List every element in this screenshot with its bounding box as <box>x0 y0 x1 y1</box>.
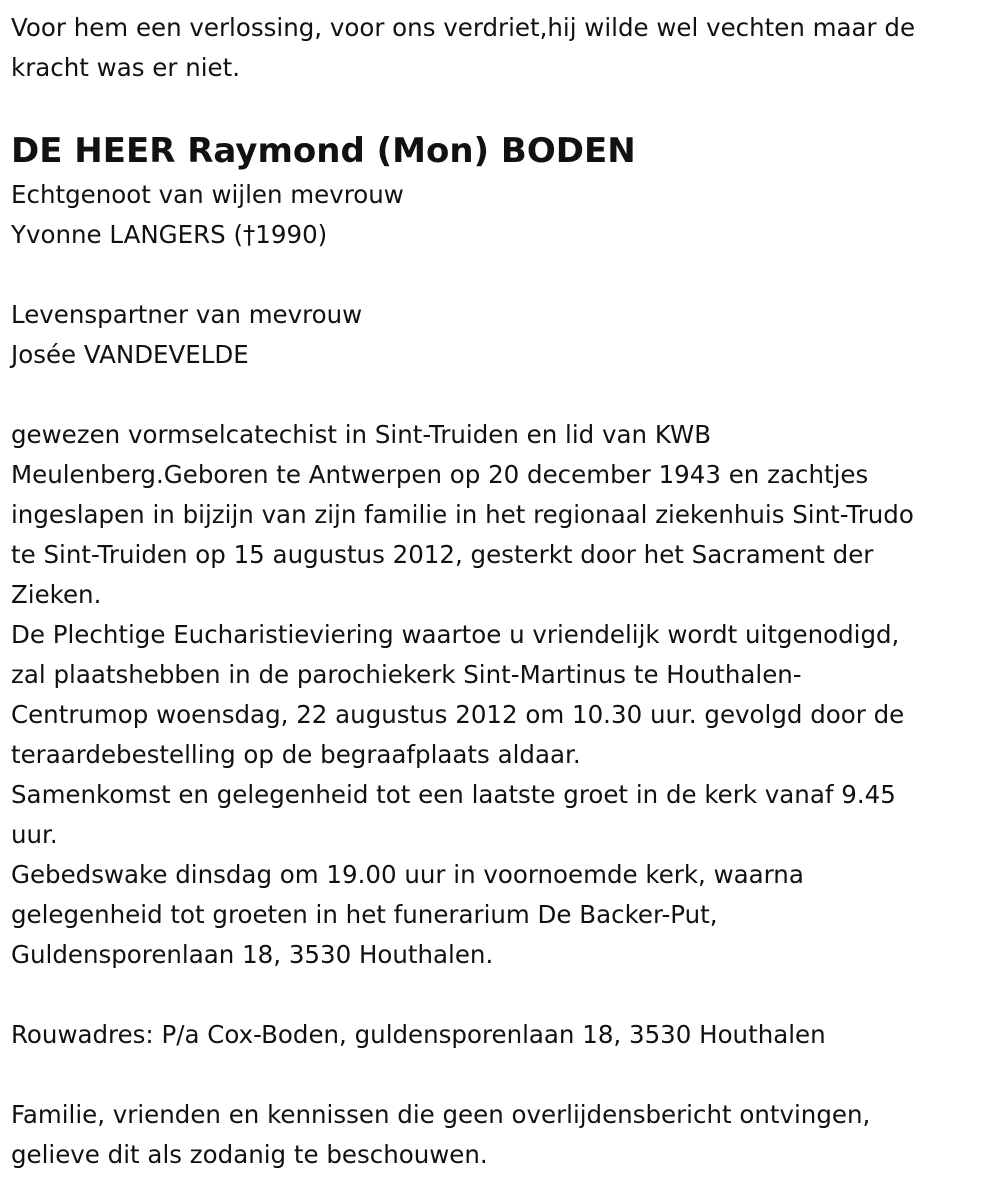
paragraph-spacer <box>11 255 993 295</box>
body-line: Gebedswake dinsdag om 19.00 uur in voornoemde kerk, waarna <box>11 860 804 889</box>
partner-info <box>11 295 993 375</box>
body-line: Meulenberg.Geboren te Antwerpen op 20 december 1943 en zachtjes <box>11 460 869 489</box>
body-line: gelegenheid tot groeten in het funerarium De Backer-Put, <box>11 900 718 929</box>
spouse-info <box>11 175 993 255</box>
body-line: ingeslapen in bijzijn van zijn familie in het regionaal ziekenhuis Sint-Trudo <box>11 500 914 529</box>
mourning-address: Rouwadres: P/a Cox-Boden, guldensporenlaan 18, 3530 Houthalen <box>11 1020 826 1049</box>
body-line: Centrumop woensdag, 22 augustus 2012 om 10.30 uur. gevolgd door de <box>11 700 905 729</box>
intro-line: kracht was er niet. <box>11 53 241 82</box>
spouse-line: Yvonne LANGERS (†1990) <box>11 220 328 249</box>
body-line: uur. <box>11 820 58 849</box>
intro-line: Voor hem een verlossing, voor ons verdriet,hij wilde wel vechten maar de <box>11 13 916 42</box>
obituary-notice <box>11 8 993 1175</box>
deceased-name: DE HEER Raymond (Mon) BODEN <box>11 131 636 171</box>
paragraph-spacer <box>11 975 993 1015</box>
partner-line: Levenspartner van mevrouw <box>11 300 363 329</box>
partner-line: Josée VANDEVELDE <box>11 340 249 369</box>
body-line: te Sint-Truiden op 15 augustus 2012, gesterkt door het Sacrament der <box>11 540 874 569</box>
obituary-body <box>11 415 993 975</box>
intro-verse <box>11 8 993 88</box>
closing-line: gelieve dit als zodanig te beschouwen. <box>11 1140 488 1169</box>
closing-note <box>11 1095 993 1175</box>
body-line: Zieken. <box>11 580 102 609</box>
body-line: zal plaatshebben in de parochiekerk Sint-Martinus te Houthalen- <box>11 660 802 689</box>
body-line: gewezen vormselcatechist in Sint-Truiden en lid van KWB <box>11 420 712 449</box>
body-line: De Plechtige Eucharistieviering waartoe u vriendelijk wordt uitgenodigd, <box>11 620 900 649</box>
spouse-line: Echtgenoot van wijlen mevrouw <box>11 180 404 209</box>
body-line: Guldensporenlaan 18, 3530 Houthalen. <box>11 940 494 969</box>
body-line: Samenkomst en gelegenheid tot een laatste groet in de kerk vanaf 9.45 <box>11 780 896 809</box>
paragraph-spacer <box>11 375 993 415</box>
closing-line: Familie, vrienden en kennissen die geen overlijdensbericht ontvingen, <box>11 1100 871 1129</box>
body-line: teraardebestelling op de begraafplaats aldaar. <box>11 740 581 769</box>
paragraph-spacer <box>11 1055 993 1095</box>
